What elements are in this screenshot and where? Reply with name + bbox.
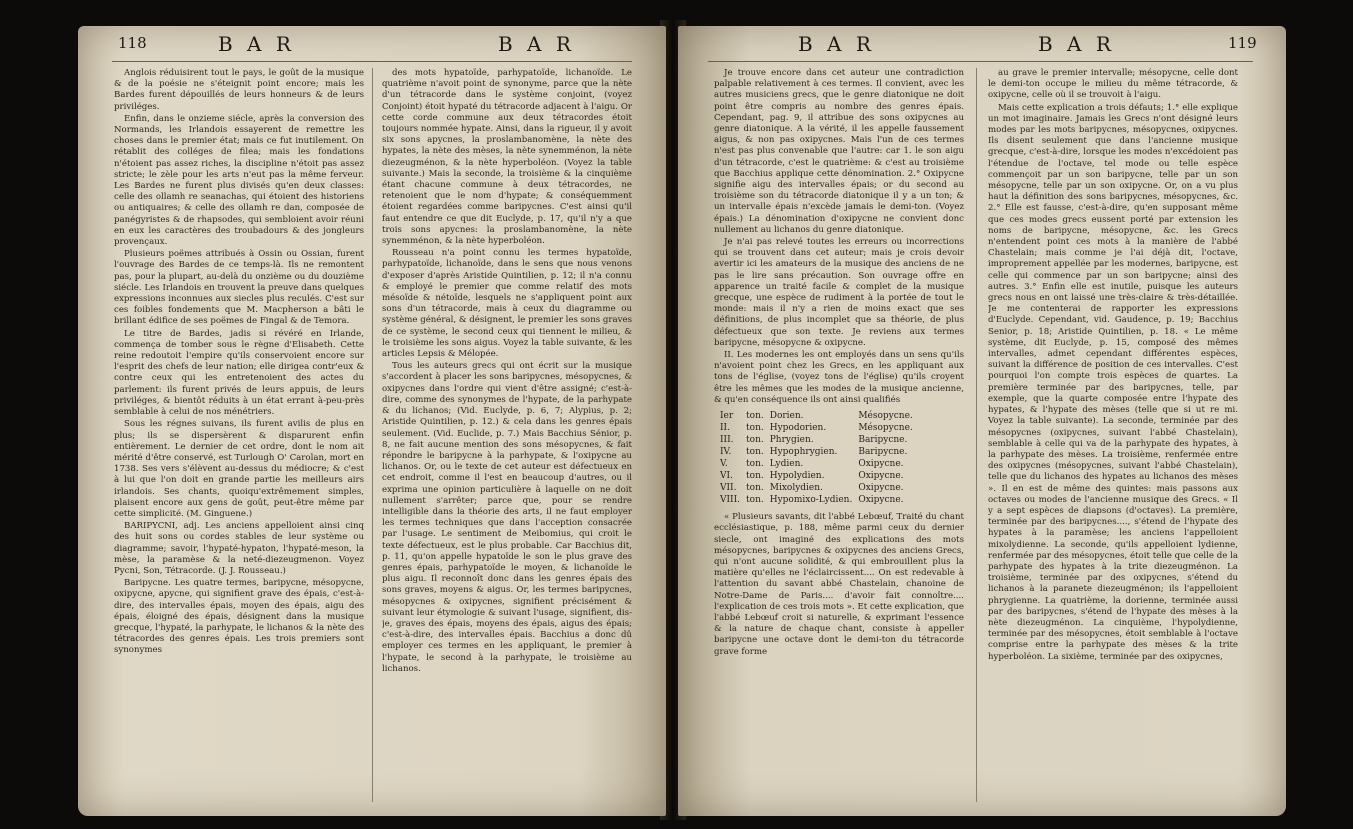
left-page-number: 118 [118,34,147,52]
right-column-2 [988,68,1238,802]
mode-name: Mixolydien. [769,483,823,494]
table-row [720,434,919,446]
mode-number: Ier [720,411,734,422]
paragraph: Baripycne. Les quatre termes, baripycne, mésopycne, oxipycne, apycne, qui signifient grave des épais, c'est-à-dire, des intervalles épais, moyen des épais, aigu des épais, éloigné des épais, désignent dans la musique grecque, l'hypaté, la parhypate, le lichanos & la nète des tétracordes des genres épais. Les trois premiers sont synonymes [114,578,364,656]
mode-name: Hypolydien. [769,471,825,482]
mode-name: Hypodorien. [769,423,827,434]
mode-qualifier: Baripycne. [858,435,908,446]
mode-qualifier: Oxipycne. [858,471,904,482]
right-column-1 [714,68,964,802]
left-running-head-1: B A R [218,32,295,56]
right-running-head-1: B A R [798,32,875,56]
mode-name: Hypophrygien. [769,447,838,458]
table-row [720,470,919,482]
church-modes-table [720,410,919,506]
paragraph: Plusieurs poëmes attribués à Ossin ou Ossian, furent l'ouvrage des Bardes de ce temps-là. Ils ne remontent pas, pour la plupart, au-delà du onzième ou du douzième siécle. Les Irlandois en trouvent la preuve dans quelques expressions inconnues aux siecles plus reculés. C'est sur ces foibles fondements que M. Macpherson a bâti le brillant édifice de ses poëmes de Fingal & de Temora. [114,249,364,327]
paragraph: BARIPYCNI, adj. Les anciens appelloient ainsi cinq des huit sons ou cordes stables de leur système ou diagramme; savoir, l'hypaté-hypaton, l'hypaté-meson, la mèse, la paramèse & la neté-diezeugmenon. Voyez Pycni, Son, Tétracorde. (J. J. Rousseau.) [114,521,364,576]
table-row [720,446,919,458]
paragraph: Anglois réduisirent tout le pays, le goût de la musique & de la poésie ne s'éteignit point encore; mais les Bardes furent dépouillés de leurs honneurs & de leurs priviléges. [114,68,364,112]
mode-number: IV. [720,447,732,458]
right-column-rule [976,68,977,802]
table-row [720,422,919,434]
table-row [720,410,919,422]
paragraph: Enfin, dans le onzieme siécle, après la conversion des Normands, les Irlandois essayerent de remettre les choses dans le premier état; mais ce fut inutilement. On rétablit des colléges de filea; mais les fondations n'étoient pas assez riches, la discipline n'étoit pas assez stricte; le zèle pour les arts n'eut pas la même ferveur. Les Bardes ne furent plus divisés qu'en deux classes: celle des ollamh re seanachas, qui étoient des historiens ou antiquaires; & celle des ollamh re dan, composée de panégyristes & de rhapsodes, qui sembloient avoir réuni en eux les caractères des troubadours & des jongleurs provençaux. [114,113,364,248]
right-page-number: 119 [1228,34,1257,52]
mode-number: VII. [720,483,737,494]
left-column-2 [382,68,632,802]
paragraph: II. Les modernes les ont employés dans un sens qu'ils n'avoient point chez les Grecs, en les appliquant aux tons de l'église, (voyez tons de l'église) qu'ils croyent être les mêmes que les modes de la musique ancienne, & qu'en conséquence ils ont ainsi qualifiés [714,350,964,405]
paragraph: Je n'ai pas relevé toutes les erreurs ou incorrections qui se trouvent dans cet auteur; mais je crois devoir avertir ici les amateurs de la musique des anciens de ne pas le lire sans précaution. Son ouvrage offre en apparence un traité facile & complet de la musique grecque, une espèce de rudiment à la portée de tout le monde: mais il n'y a rien de moins exact que ses définitions, de plus incomplet que sa théorie, de plus défectueux que son texte. Je reviens aux termes baripycne, mésopycne & oxipycne. [714,237,964,348]
mode-name: Lydien. [769,459,804,470]
mode-ton: ton. [746,483,764,494]
mode-name: Dorien. [769,411,804,422]
mode-ton: ton. [746,423,764,434]
mode-name: Phrygien. [769,435,814,446]
mode-ton: ton. [746,459,764,470]
paragraph: Je trouve encore dans cet auteur une contradiction palpable relativement à ces termes. Il convient, avec les autres musiciens grecs, que le genre diatonique ne doit point être compris au nombre des genres épais. Cependant, pag. 9, il attribue des sons oxipycnes au genre diatonique. A la vérité, il les appelle faussement aigus, & non pas oxipycnes. Mais l'un de ces termes n'est pas plus convenable que l'autre: car 1. le son aigu d'un tétracorde, c'est le quatrième: & c'est au troisième que Bacchius applique cette dénomination. 2.° Oxipycne signifie aigu des intervalles épais; or du second au troisième son du tétracorde diatonique il y a un ton; & un intervalle épais n'excède jamais le demi-ton. (Voyez épais.) La dénomination d'oxipycne ne convient donc nullement au lichanos du genre diatonique. [714,68,964,235]
paragraph: Rousseau n'a point connu les termes hypatoïde, parhypatoïde, lichanoïde, dans le sens que nous venons d'exposer d'après Aristide Quintilien, p. 12; il n'a connu & employé le premier que comme relatif des mots mésoïde & nétoïde, lesquels ne s'appliquent point aux sons d'un tétracorde, mais à ceux du diagramme ou système général, & désignent, le premier les sons graves de ce système, le second ceux qui tiennent le milieu, & le troisième les sons aigus. Voyez la table suivante, & les articles Lepsis & Mélopée. [382,248,632,360]
left-column-rule [372,68,373,802]
table-row [720,482,919,494]
left-running-head-2: B A R [498,32,575,56]
mode-qualifier: Baripycne. [858,447,908,458]
mode-qualifier: Oxipycne. [858,459,904,470]
paragraph: Sous les régnes suivans, ils furent avilis de plus en plus; ils se dispersèrent & disparurent enfin entièrement. Le dernier de cet ordre, dont le nom ait mérité d'être conservé, est Turlough O' Carolan, mort en 1738. Ses vers s'élèvent au-dessus du médiocre; & c'est à lui que l'on doit en grande partie les meilleurs airs irlandois. Ses chants, quoiqu'extrêmement simples, plaisent encore aux gens de goût, peut-être même par cette simplicité. (M. Ginguene.) [114,419,364,519]
paragraph: Le titre de Bardes, jadis si révéré en Irlande, commença de tomber sous le règne d'Elisabeth. Cette reine redoutoit l'empire qu'ils conservoient encore sur l'esprit des chefs de leur nation; elle dirigea contr'eux & contre ceux qui les entretenoient des actes du parlement: ils furent privés de leurs appuis, de leurs priviléges, & bientôt réduits à un état errant à-peu-près semblable à celui de nos ménétriers. [114,328,364,418]
mode-ton: ton. [746,447,764,458]
table-row [720,494,919,506]
paragraph: « Plusieurs savants, dit l'abbé Lebœuf, Traité du chant ecclésiastique, p. 188, même parmi ceux du dernier siecle, ont imaginé des explications des mots mésopycnes, baripycnes & oxipycnes des anciens Grecs, qui n'ont aucune solidité, & qui embrouillent plus la matière qu'elles ne l'éclaircissent.... On est redevable à l'attention du savant abbé Chastelain, chanoine de Notre-Dame de Paris.... d'avoir fait connoître.... l'explication de ces trois mots ». Et cette explication, que l'abbé Lebœuf croit si naturelle, & exprimant l'essence & la nature de chaque chant, consiste à appeller baripycne une octave dont le demi-ton du tétracorde grave forme [714,512,964,657]
mode-name: Hypomixo-Lydien. [769,495,853,506]
left-header-rule [112,61,632,62]
right-header-rule [708,61,1253,62]
mode-number: VIII. [720,495,741,506]
mode-ton: ton. [746,471,764,482]
mode-ton: ton. [746,495,764,506]
paragraph: au grave le premier intervalle; mésopycne, celle dont le demi-ton occupe le milieu du même tétracorde, & oxipycne, celle où il se trouvoit à l'aigu. [988,68,1238,101]
left-page [78,26,666,816]
mode-qualifier: Mésopycne. [858,423,913,434]
mode-number: III. [720,435,734,446]
right-running-head-2: B A R [1038,32,1115,56]
left-column-1 [114,68,364,802]
paragraph: des mots hypatoïde, parhypatoïde, lichanoïde. Le quatrième n'avoit point de synonyme, parce que la nète d'un tétracorde dans le système conjoint, (voyez Conjoint) étoit hypaté du tétracorde adjacent à l'aigu. Or cette corde commune aux deux tétracordes étoit toujours nommée hypate. Ainsi, dans la rigueur, il y avoit six sons apycnes, la proslambanomène, la nète des hypates, la nète des mèses, la nète synemménon, la nète diezeugménon, & la nète hyperboléon. (Voyez la table suivante.) Mais la seconde, la troisième & la cinquième étant chacune commune à deux tétracordes, ne retenoient que le nom d'hypate; & conséquemment étoient regardées comme baripycnes. C'est ainsi qu'il faut entendre ce que dit Euclyde, p. 17, qu'il n'y a que trois sons apycnes: la proslambanomène, la nète synemménon, & la nète hyperboléon. [382,68,632,247]
mode-ton: ton. [746,411,764,422]
mode-ton: ton. [746,435,764,446]
paragraph: Mais cette explication a trois défauts; 1.° elle explique un mot imaginaire. Jamais les Grecs n'ont désigné leurs modes par les mots baripycnes, mésopycnes, oxipycnes. Ils disent seulement que dans l'ancienne musique grecque, c'est-à-dire, lorsque les modes n'excédoient pas l'étendue de l'octave, tel mode ou telle espèce commençoit par un son baripycne, telle par un son mésopycne, telle par un son oxipycne. Or, on a vu plus haut la définition des sons baripycnes, mésopycnes, &c. 2.° Elle est fausse, c'est-à-dire, qu'en supposant même que ces modes grecs eussent porté par extension les noms de baripycne, mésopycne, &c. les Grecs n'entendent point ces mots à la manière de l'abbé Chastelain; mais comme je l'ai déjà dit, l'octave, improprement appellée par les modernes, baripycne, est celle qui commence par un son baripycne; ainsi des autres. 3.° Enfin elle est inutile, puisque les auteurs grecs nous en ont laissé une très-claire & très-détaillée. Je me contenterai de rapporter les expressions d'Euclyde. Cependant, vid. Gaudence, p. 19; Bacchius Senior, p. 18; Aristide Quintilien, p. 18. « Le même système, dit Euclyde, p. 15, composé des mêmes intervalles, admet cependant différentes espèces, suivant la différence de position de ces intervalles. C'est pourquoi l'on compte trois espèces de quartes. La première terminée par des baripycnes, telle, par exemple, que la quarte composée entre l'hypate des hypates, & l'hypate des mèses (telle que si ut re mi. Voyez la table suivante). La seconde, terminée par des mésopycnes (oxipycnes, suivant l'abbé Chastelain), semblable à celle qui va de la parhypate des hypates, à la parhypate des mèses. La troisième, renfermée entre des oxipycnes (mésopycnes, suivant l'abbé Chastelain), telle que du lichanos des hypates au lichanos des mèses ». Il en est de même des quintes: mais passons aux octaves ou modes de l'ancienne musique des Grecs. « Il y a sept espèces de diapsons (d'octaves). La première, terminée par des baripycnes...., s'étend de l'hypate des hypates à la paramèse; les anciens l'appelloient mixolydienne. La seconde, qu'ils appelloient lydienne, renfermée par des mésopycnes, étoit telle que celle de la parhypate des hypates à la trite diezeugménon. La troisième, terminée par des oxipycnes, s'étend du lichanos à la paranete diezeugménon; ils l'appelloient phrygienne. La quatrième, la dorienne, terminée aussi par des baripycnes, s'étend de l'hypate des mèses à la nète diezeugménon. La cinquième, l'hypolydienne, terminée par des mésopycnes, étoit semblable à l'octave comprise entre la parhypate des mèses & la trite hyperboléon. La sixième, terminée par des oxipycnes, [988,102,1238,662]
mode-qualifier: Mésopycne. [858,411,913,422]
mode-qualifier: Oxipycne. [858,483,904,494]
mode-qualifier: Oxipycne. [858,495,904,506]
mode-number: II. [720,423,730,434]
table-row [720,458,919,470]
mode-number: VI. [720,471,733,482]
mode-number: V. [720,459,728,470]
paragraph: Tous les auteurs grecs qui ont écrit sur la musique s'accordent à placer les sons baripycnes, mésopycnes, & oxipycnes dans l'ordre qui vient d'être assigné; c'est-à-dire, comme des synonymes de l'hypate, de la parhypate & du lichanos; (Vid. Euclyde, p. 6, 7; Alypius, p. 2; Aristide Quintilien, p. 12.) & cela dans les genres épais seulement. (Vid. Euclide, p. 7.) Mais Bacchius Sénior, p. 8, ne fait aucune mention des sons mésopycnes, & fait répondre le baripycne à la parhypate, & l'oxipycne au lichanos. Or, ou le texte de cet auteur est défectueux en cet endroit, comme il l'est en beaucoup d'autres, ou il exprima une opinion particulière à laquelle on ne doit nullement s'arrêter; parce que, pour se rendre intelligible dans la théorie des arts, il ne faut employer les termes techniques que dans l'acception consacrée par l'usage. Le sentiment de Meibomius, qui croit le texte défectueux, est le plus probable. Car Bacchius dit, p. 11, qu'on appelle hypatoïde le son le plus grave des genres épais, parhypatoïde le moyen, & lichanoïde le plus aigu. Il reconnoît donc dans les genres épais des sons graves, moyens & aigus. Or, les termes baripycnes, mésopycnes & oxipycnes, signifient précisément & suivant leur étymologie & suivant l'usage, signifient, dis-je, graves des épais, moyens des épais, aigus des épais; c'est-à-dire, des intervalles épais. Bacchius a donc dû employer ces termes en les appliquant, le premier à l'hypate, le second à la parhypate, le troisième au lichanos. [382,361,632,674]
right-page [678,26,1286,816]
